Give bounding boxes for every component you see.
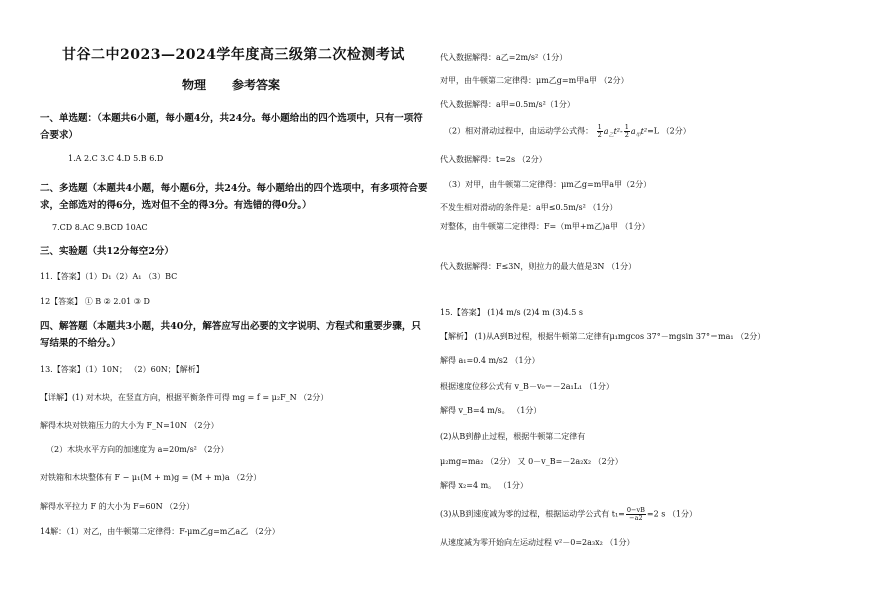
q15-line-8: [440, 507, 697, 522]
fraction-half-a: $\frac{1}{2}$: [597, 123, 602, 139]
q15-line-8-prefix: (3)从B到速度减为零的过程，根据运动学公式有 t₁=: [440, 509, 625, 519]
q14-line-7: （3）对甲，由牛顿第二定律得：μm乙g=m甲a甲（2分）: [444, 180, 652, 189]
multiple-choice-answers: 7.CD 8.AC 9.BCD 10AC: [52, 223, 148, 232]
q14-line-1: 14解：（1）对乙，由牛顿第二定律得：F-μm乙g=m乙a乙 （2分）: [40, 527, 280, 536]
term-a-t2: $a_乙t^2-$: [603, 126, 623, 139]
fraction-half-b: $\frac{1}{2}$: [624, 123, 629, 139]
q15-line-4: 解得 v_B=4 m/s。 （1分）: [440, 406, 542, 415]
q13-line-1: 【详解】(1) 对木块，在竖直方向，根据平衡条件可得 mg = f = μ₂F_N （2分）: [40, 393, 329, 402]
q15-line-1: 【解析】 (1)从A到B过程，根据牛顿第二定律有μ₁mgcos 37°－mgsin 37°＝ma₁ （2分）: [440, 332, 766, 341]
section-multiple-choice: 二、多选题（本题共4小题，每小题6分，共24分。每小题给出的四个选项中，有多项符合要求，全部选对的得6分，选对但不全的得3分。有选错的得0分。）: [40, 183, 428, 211]
subject-label: 物理: [182, 78, 207, 92]
q15-line-3: 根据速度位移公式有 v_B－v₀＝－2a₁L₁ （1分）: [440, 382, 614, 391]
q12-answer: 12【答案】 ① B ② 2.01 ③ D: [40, 297, 150, 306]
q13-line-4: 对铁箱和木块整体有 F − μ₁(M + m)g = (M + m)a （2分）: [40, 473, 262, 482]
q13-line-3: （2）木块水平方向的加速度为 a=20m/s² （2分）: [46, 445, 229, 454]
q14-line-3: 对甲，由牛顿第二定律得：μm乙g=m甲a甲 （2分）: [440, 76, 629, 85]
q15-line-2: 解得 a₁=0.4 m/s2 （1分）: [440, 356, 540, 365]
q11-answer: 11.【答案】（1）D₁（2）A₁ （3）BC: [40, 272, 178, 281]
term-b-t2: $a_甲t^2$: [630, 126, 648, 139]
q14-line-10: 代入数据解得：F≤3N，则拉力的最大值是3N （1分）: [440, 262, 637, 271]
q14-line-8: 不发生相对滑动的条件是：a甲≤0.5m/s² （1分）: [440, 203, 618, 212]
q14-line-4: 代入数据解得：a甲=0.5m/s²（1分）: [440, 100, 575, 109]
q14-line-6: 代入数据解得：t=2s （2分）: [440, 155, 547, 164]
section-solution: 四、解答题（本题共3小题，共40分，解答应写出必要的文字说明、方程式和重要步骤，只写结果的不给分。）: [40, 321, 421, 349]
answer-key-label: 参考答案: [232, 78, 281, 92]
q15-line-7: 解得 x₂=4 m。 （1分）: [440, 481, 528, 490]
section-experiment: 三、实验题（共12分每空2分）: [40, 246, 174, 257]
q13-line-2: 解得木块对铁箱压力的大小为 F_N=10N （2分）: [40, 421, 219, 430]
q14-line-5-prefix: （2）相对滑动过程中，由运动学公式得：: [444, 126, 594, 136]
q14-line-5: [444, 124, 691, 141]
q15-line-8-suffix: =2 s （1分）: [646, 509, 697, 519]
q14-line-9: 对整体，由牛顿第二定律得：F=（m甲+m乙)a甲 （1分）: [440, 222, 650, 231]
q14-line-5-suffix: =L （2分）: [647, 126, 691, 136]
q15-line-5: (2)从B到静止过程，根据牛顿第二定律有: [440, 432, 586, 441]
section-single-choice: 一、单选题：（本题共6小题，每小题4分，共24分。每小题给出的四个选项中，只有一项符合要求）: [40, 113, 423, 141]
fraction-t1: $\frac{0-vB}{-a2}$: [626, 506, 645, 522]
q13-answer: 13.【答案】（1）10N； （2）60N；【解析】: [40, 365, 204, 374]
document-title: 甘谷二中2023—2024学年度高三级第二次检测考试: [62, 47, 405, 63]
q15-answer: 15.【答案】 (1)4 m/s (2)4 m (3)4.5 s: [440, 308, 583, 317]
single-choice-answers: 1.A 2.C 3.C 4.D 5.B 6.D: [68, 154, 164, 163]
q15-line-6: μ₂mg=ma₂ （2分） 又 0－v_B=－2a₂x₂ （2分）: [440, 457, 623, 466]
q13-line-5: 解得水平拉力 F 的大小为 F=60N （2分）: [40, 502, 195, 511]
q14-line-2: 代入数据解得：a乙=2m/s²（1分）: [440, 53, 568, 62]
q15-line-9: 从速度减为零开始向左运动过程 v²－0=2a₃x₂ （1分）: [440, 538, 635, 547]
